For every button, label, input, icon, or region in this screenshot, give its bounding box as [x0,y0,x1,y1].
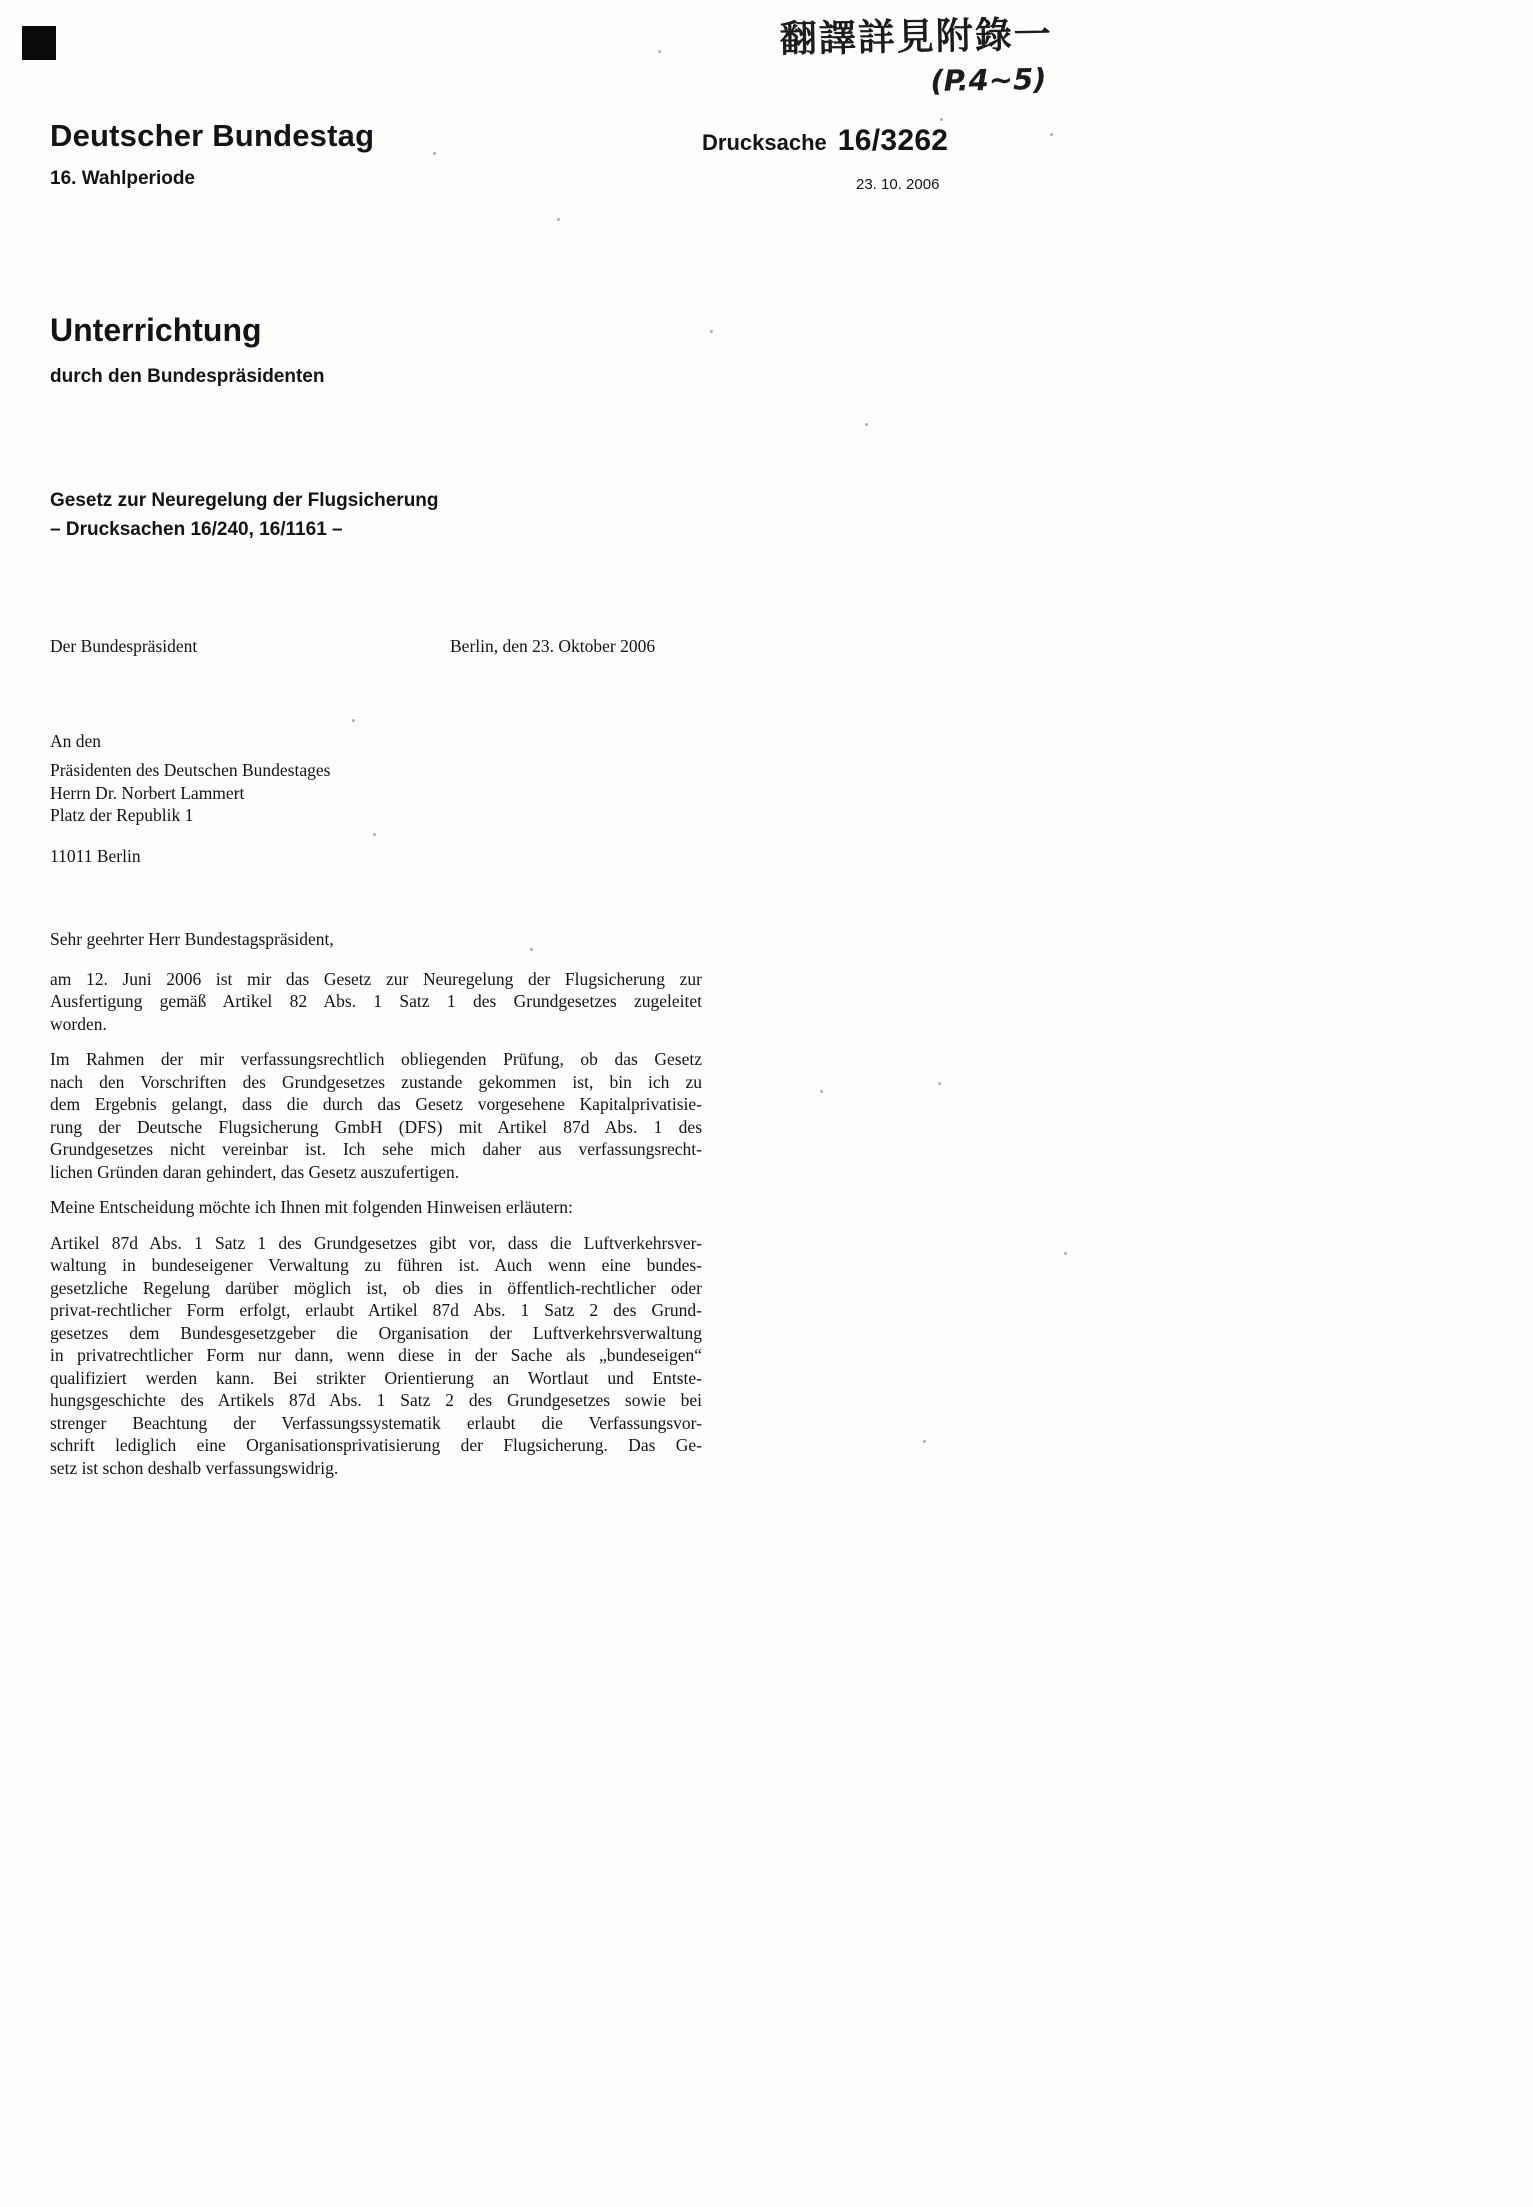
scan-speck [865,423,868,426]
handwritten-note-line1: 翻譯詳見附錄一 [779,12,1054,61]
place-and-date: Berlin, den 23. Oktober 2006 [450,636,656,656]
recipient-intro: An den [50,731,102,751]
text-line: dem Ergebnis gelangt, dass die durch das Gesetz vorgesehene Kapitalprivatisie- [50,1094,702,1114]
legislative-period: 16. Wahlperiode [50,168,195,189]
recipient-line: Präsidenten des Deutschen Bundestages [50,760,331,780]
document-title: Unterrichtung [50,312,262,348]
paragraph-1 [50,968,702,1036]
scan-corner-mark [22,26,56,60]
subject-block [50,486,439,544]
text-line: rung der Deutsche Flugsicherung GmbH (DFS) mit Artikel 87d Abs. 1 des [50,1116,702,1137]
institution-name: Deutscher Bundestag [50,118,375,153]
sender-name: Der Bundespräsident [50,636,198,656]
sender-row [50,636,750,657]
scan-speck [557,218,560,221]
scan-speck [352,719,355,722]
subject-line2: – Drucksachen 16/240, 16/1161 – [50,519,343,540]
text-line: schrift lediglich eine Organisationsprivatisierung der Flugsicherung. Das Ge- [50,1435,702,1455]
text-line: strenger Beachtung der Verfassungssystematik erlaubt die Verfassungsvor- [50,1412,702,1433]
scan-speck [820,1090,823,1093]
paragraph-4 [50,1232,702,1480]
text-line: gesetzes dem Bundesgesetzgeber die Organisation der Luftverkehrsverwaltung [50,1322,702,1343]
scan-speck [938,1082,941,1085]
scan-speck [433,152,436,155]
letter-greeting: Sehr geehrter Herr Bundestagspräsident, [50,929,334,949]
subject-line1: Gesetz zur Neuregelung der Flugsicherung [50,490,439,511]
text-line: nach den Vorschriften des Grundgesetzes zustande gekommen ist, bin ich zu [50,1071,702,1092]
doc-date: 23. 10. 2006 [856,176,940,193]
scan-speck [1064,1252,1067,1255]
recipient-city: 11011 Berlin [50,846,141,866]
scan-speck [940,118,943,121]
paragraph-2 [50,1048,702,1183]
scan-speck [923,1440,926,1443]
text-line: am 12. Juni 2006 ist mir das Gesetz zur Neuregelung der Flugsicherung zur [50,968,702,989]
text-line: in privatrechtlicher Form nur dann, wenn diese in der Sache als „bundeseigen“ [50,1345,702,1365]
text-line: setz ist schon deshalb verfassungswidrig. [50,1457,339,1478]
recipient-line: Platz der Republik 1 [50,805,194,825]
scan-speck [710,330,713,333]
text-line: Im Rahmen der mir verfassungsrechtlich obliegenden Prüfung, ob das Gesetz [50,1049,702,1069]
text-line: Meine Entscheidung möchte ich Ihnen mit folgenden Hinweisen erläutern: [50,1197,573,1217]
text-line: privat-rechtlicher Form erfolgt, erlaubt Artikel 87d Abs. 1 Satz 2 des Grund- [50,1300,702,1320]
paragraph-3 [50,1196,702,1219]
text-line: waltung in bundeseigener Verwaltung zu führen ist. Auch wenn eine bundes- [50,1255,702,1275]
handwritten-annotation [779,3,1081,100]
text-line: qualifiziert werden kann. Bei strikter Orientierung an Wortlaut und Entste- [50,1367,702,1388]
doc-type-label: Drucksache [702,130,827,155]
document-subtitle: durch den Bundespräsidenten [50,366,325,387]
doc-number: 16/3262 [837,124,949,157]
scan-speck [373,833,376,836]
text-line: hungsgeschichte des Artikels 87d Abs. 1 Satz 2 des Grundgesetzes sowie bei [50,1390,702,1410]
scan-speck [1050,133,1053,136]
text-line: Artikel 87d Abs. 1 Satz 1 des Grundgesetzes gibt vor, dass die Luftverkehrsver- [50,1232,702,1253]
text-line: gesetzliche Regelung darüber möglich ist, ob dies in öffentlich-rechtlicher oder [50,1277,702,1298]
text-line: worden. [50,1013,107,1034]
scan-speck [658,50,661,53]
handwritten-note-line2: (P.4~5) [930,61,1047,98]
text-line: Ausfertigung gemäß Artikel 82 Abs. 1 Satz 1 des Grundgesetzes zugeleitet [50,991,702,1011]
letter-body [50,928,702,1492]
recipient-line: Herrn Dr. Norbert Lammert [50,782,245,803]
document-reference [702,124,948,158]
text-line: Grundgesetzes nicht vereinbar ist. Ich sehe mich daher aus verfassungsrecht- [50,1139,702,1159]
recipient-address [50,759,330,827]
text-line: lichen Gründen daran gehindert, das Gesetz auszufertigen. [50,1161,460,1182]
